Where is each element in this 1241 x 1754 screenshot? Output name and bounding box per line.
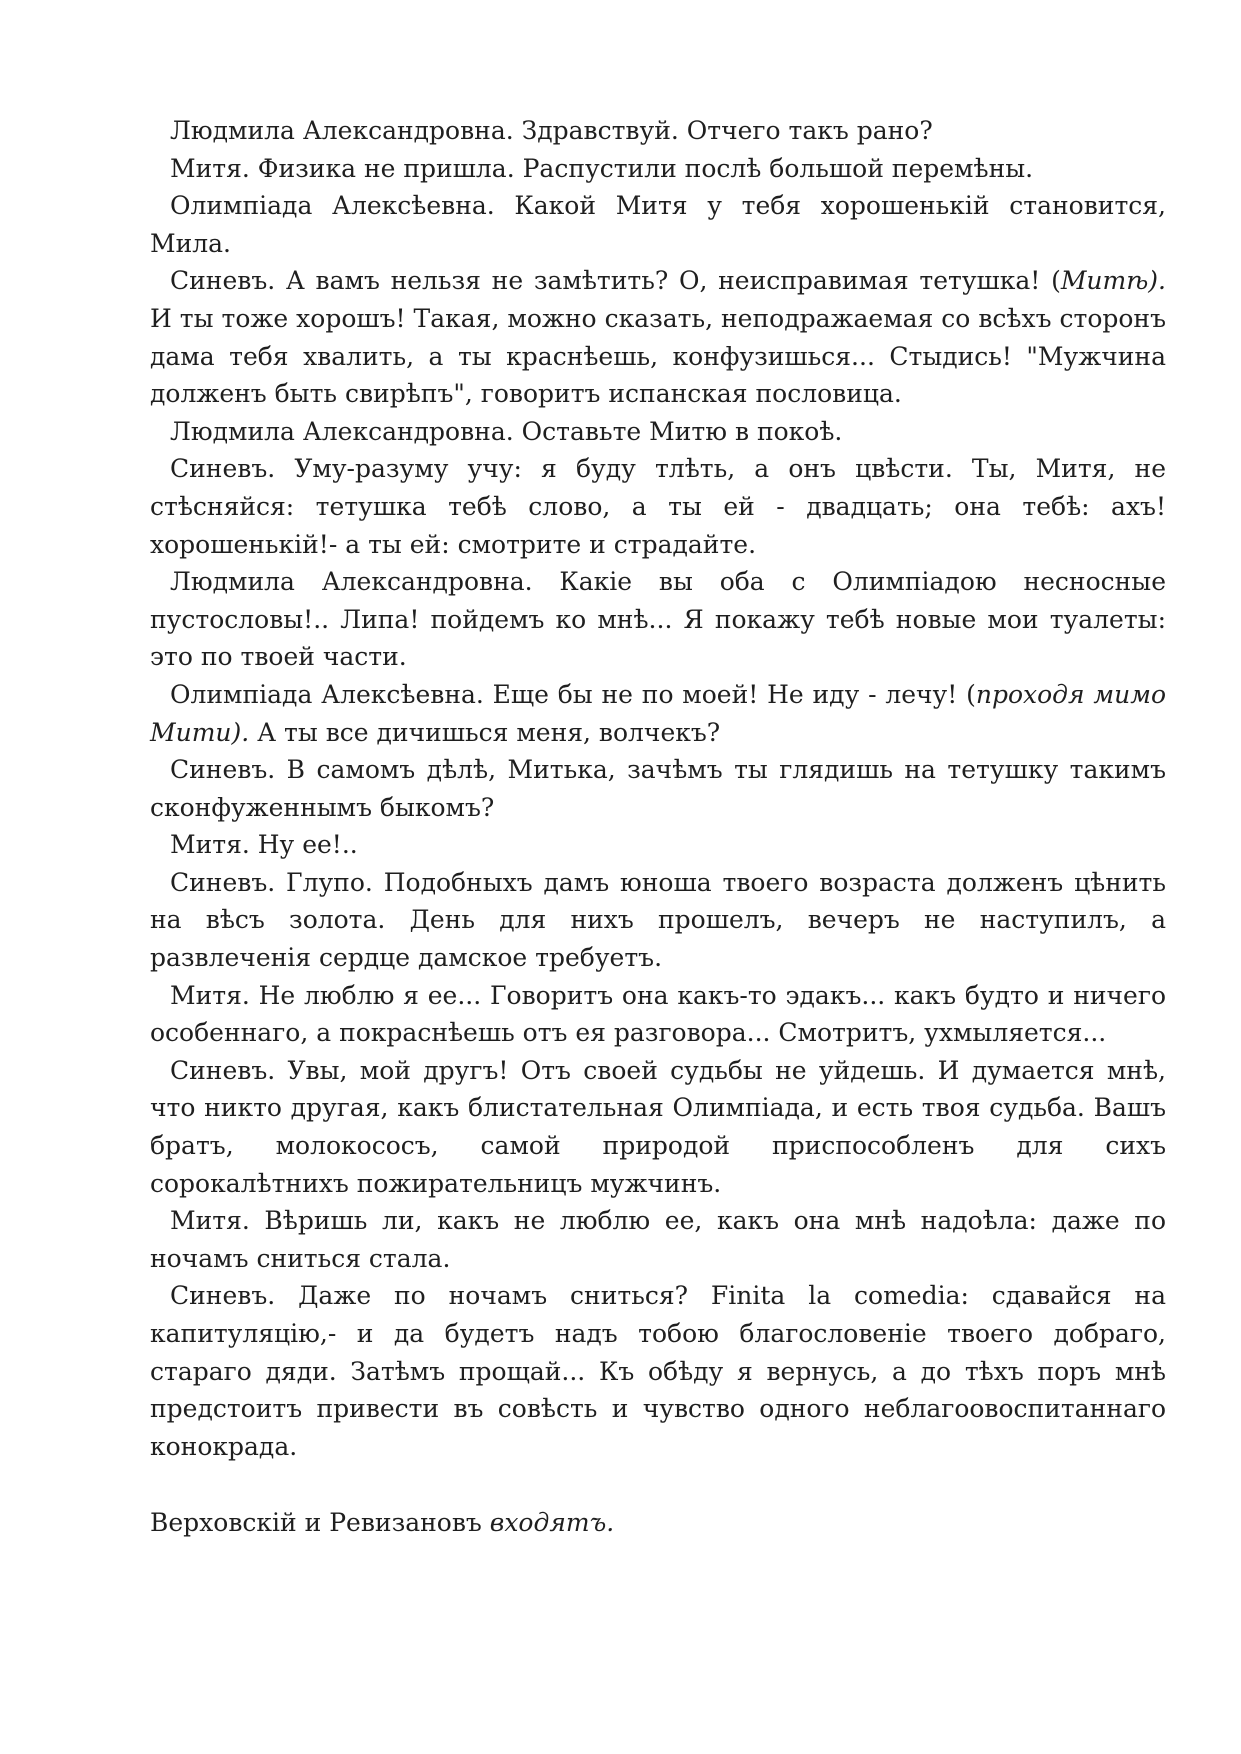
dialogue-text: Людмила Александровна. Какіе вы оба с Олимпіадою несносные пустословы!.. Липа! пойдемъ ко мнѣ... Я покажу тебѣ новые мои туалеты: это по твоей части. [150,567,1166,672]
dialogue-paragraph [150,1202,1166,1277]
stage-direction-action: входятъ. [489,1508,615,1537]
dialogue-text: И ты тоже хорошъ! Такая, можно сказать, неподражаемая со всѣхъ сторонъ дама тебя хвалить, а ты краснѣешь, конфузишься... Стыдись! "Мужчина долженъ быть свирѣпъ", говоритъ испанская пословица. [150,303,1166,409]
dialogue-text: Людмила Александровна. Оставьте Митю в покоѣ. [170,416,843,446]
dialogue-paragraph [150,676,1166,751]
dialogue-paragraph [150,150,1166,188]
dialogue-paragraph [150,450,1166,563]
dialogue-paragraph [150,413,1166,451]
dialogue-text: Олимпіада Алексѣевна. Еще бы не по моей! Не иду - лечу! ( [170,679,976,709]
dialogue-text: Митя. Вѣришь ли, какъ не люблю ее, какъ она мнѣ надоѣла: даже по ночамъ сниться стала. [150,1206,1166,1273]
dialogue-paragraph [150,751,1166,826]
stage-direction [150,1504,614,1542]
dialogue-text: Митя. Не люблю я ее... Говоритъ она какъ-то эдакъ... какъ будто и ничего особеннаго, а покраснѣешь отъ ея разговора... Смотритъ, ухмыляется... [150,980,1166,1048]
dialogue-text: А ты все дичишься меня, волчекъ? [249,717,721,747]
dialogue-text: Синевъ. Увы, мой другъ! Отъ своей судьбы не уйдешь. И думается мнѣ, что никто другая, какъ блистательная Олимпіада, и есть твоя судьба. Вашъ братъ, молокососъ, самой природой приспособленъ для сихъ сорокалѣтнихъ пожирательницъ мужчинъ. [150,1055,1166,1198]
document-body [150,112,1166,1465]
dialogue-text: Людмила Александровна. Здравствуй. Отчего такъ рано? [170,116,933,145]
dialogue-text: Синевъ. Глупо. Подобныхъ дамъ юноша твоего возраста долженъ цѣнить на вѣсъ золота. День для нихъ прошелъ, вечеръ не наступилъ, а развлеченія сердце дамское требуетъ. [150,867,1166,973]
dialogue-text: Синевъ. Даже по ночамъ сниться? Finita la comedia: сдавайся на капитуляцію,- и да будетъ надъ тобою благословеніе твоего добраго, стараго дяди. Затѣмъ прощай... Къ обѣду я вернусь, а до тѣхъ поръ мнѣ предстоитъ привести въ совѣсть и чувство одного неблагоовоспитаннаго конокрада. [150,1281,1166,1461]
dialogue-paragraph [150,826,1166,864]
stage-remark: проходя мимо Мити). [150,679,1166,747]
stage-direction-characters: Верховскій и Ревизановъ [150,1508,490,1537]
dialogue-paragraph [150,112,1166,150]
dialogue-paragraph [150,563,1166,676]
stage-remark: Митѣ). [1060,266,1166,296]
dialogue-paragraph [150,864,1166,977]
dialogue-paragraph [150,1052,1166,1202]
dialogue-text: Синевъ. В самомъ дѣлѣ, Митька, зачѣмъ ты глядишь на тетушку такимъ сконфуженнымъ быкомъ? [150,755,1166,822]
dialogue-text: Митя. Физика не пришла. Распустили послѣ большой перемѣны. [170,153,1034,183]
dialogue-paragraph [150,187,1166,262]
dialogue-paragraph [150,262,1166,412]
dialogue-paragraph [150,977,1166,1052]
dialogue-text: Митя. Ну ее!.. [170,830,358,860]
dialogue-paragraph [150,1277,1166,1465]
dialogue-text: Олимпіада Алексѣевна. Какой Митя у тебя хорошенькій становится, Мила. [150,191,1166,258]
dialogue-text: Синевъ. Уму-разуму учу: я буду тлѣть, а онъ цвѣсти. Ты, Митя, не стѣсняйся: тетушка тебѣ слово, а ты ей - двадцать; она тебѣ: ахъ! хорошенькій!- а ты ей: смотрите и страдайте. [150,454,1166,559]
dialogue-text: Синевъ. А вамъ нельзя не замѣтить? О, неисправимая тетушка! ( [170,266,1061,296]
